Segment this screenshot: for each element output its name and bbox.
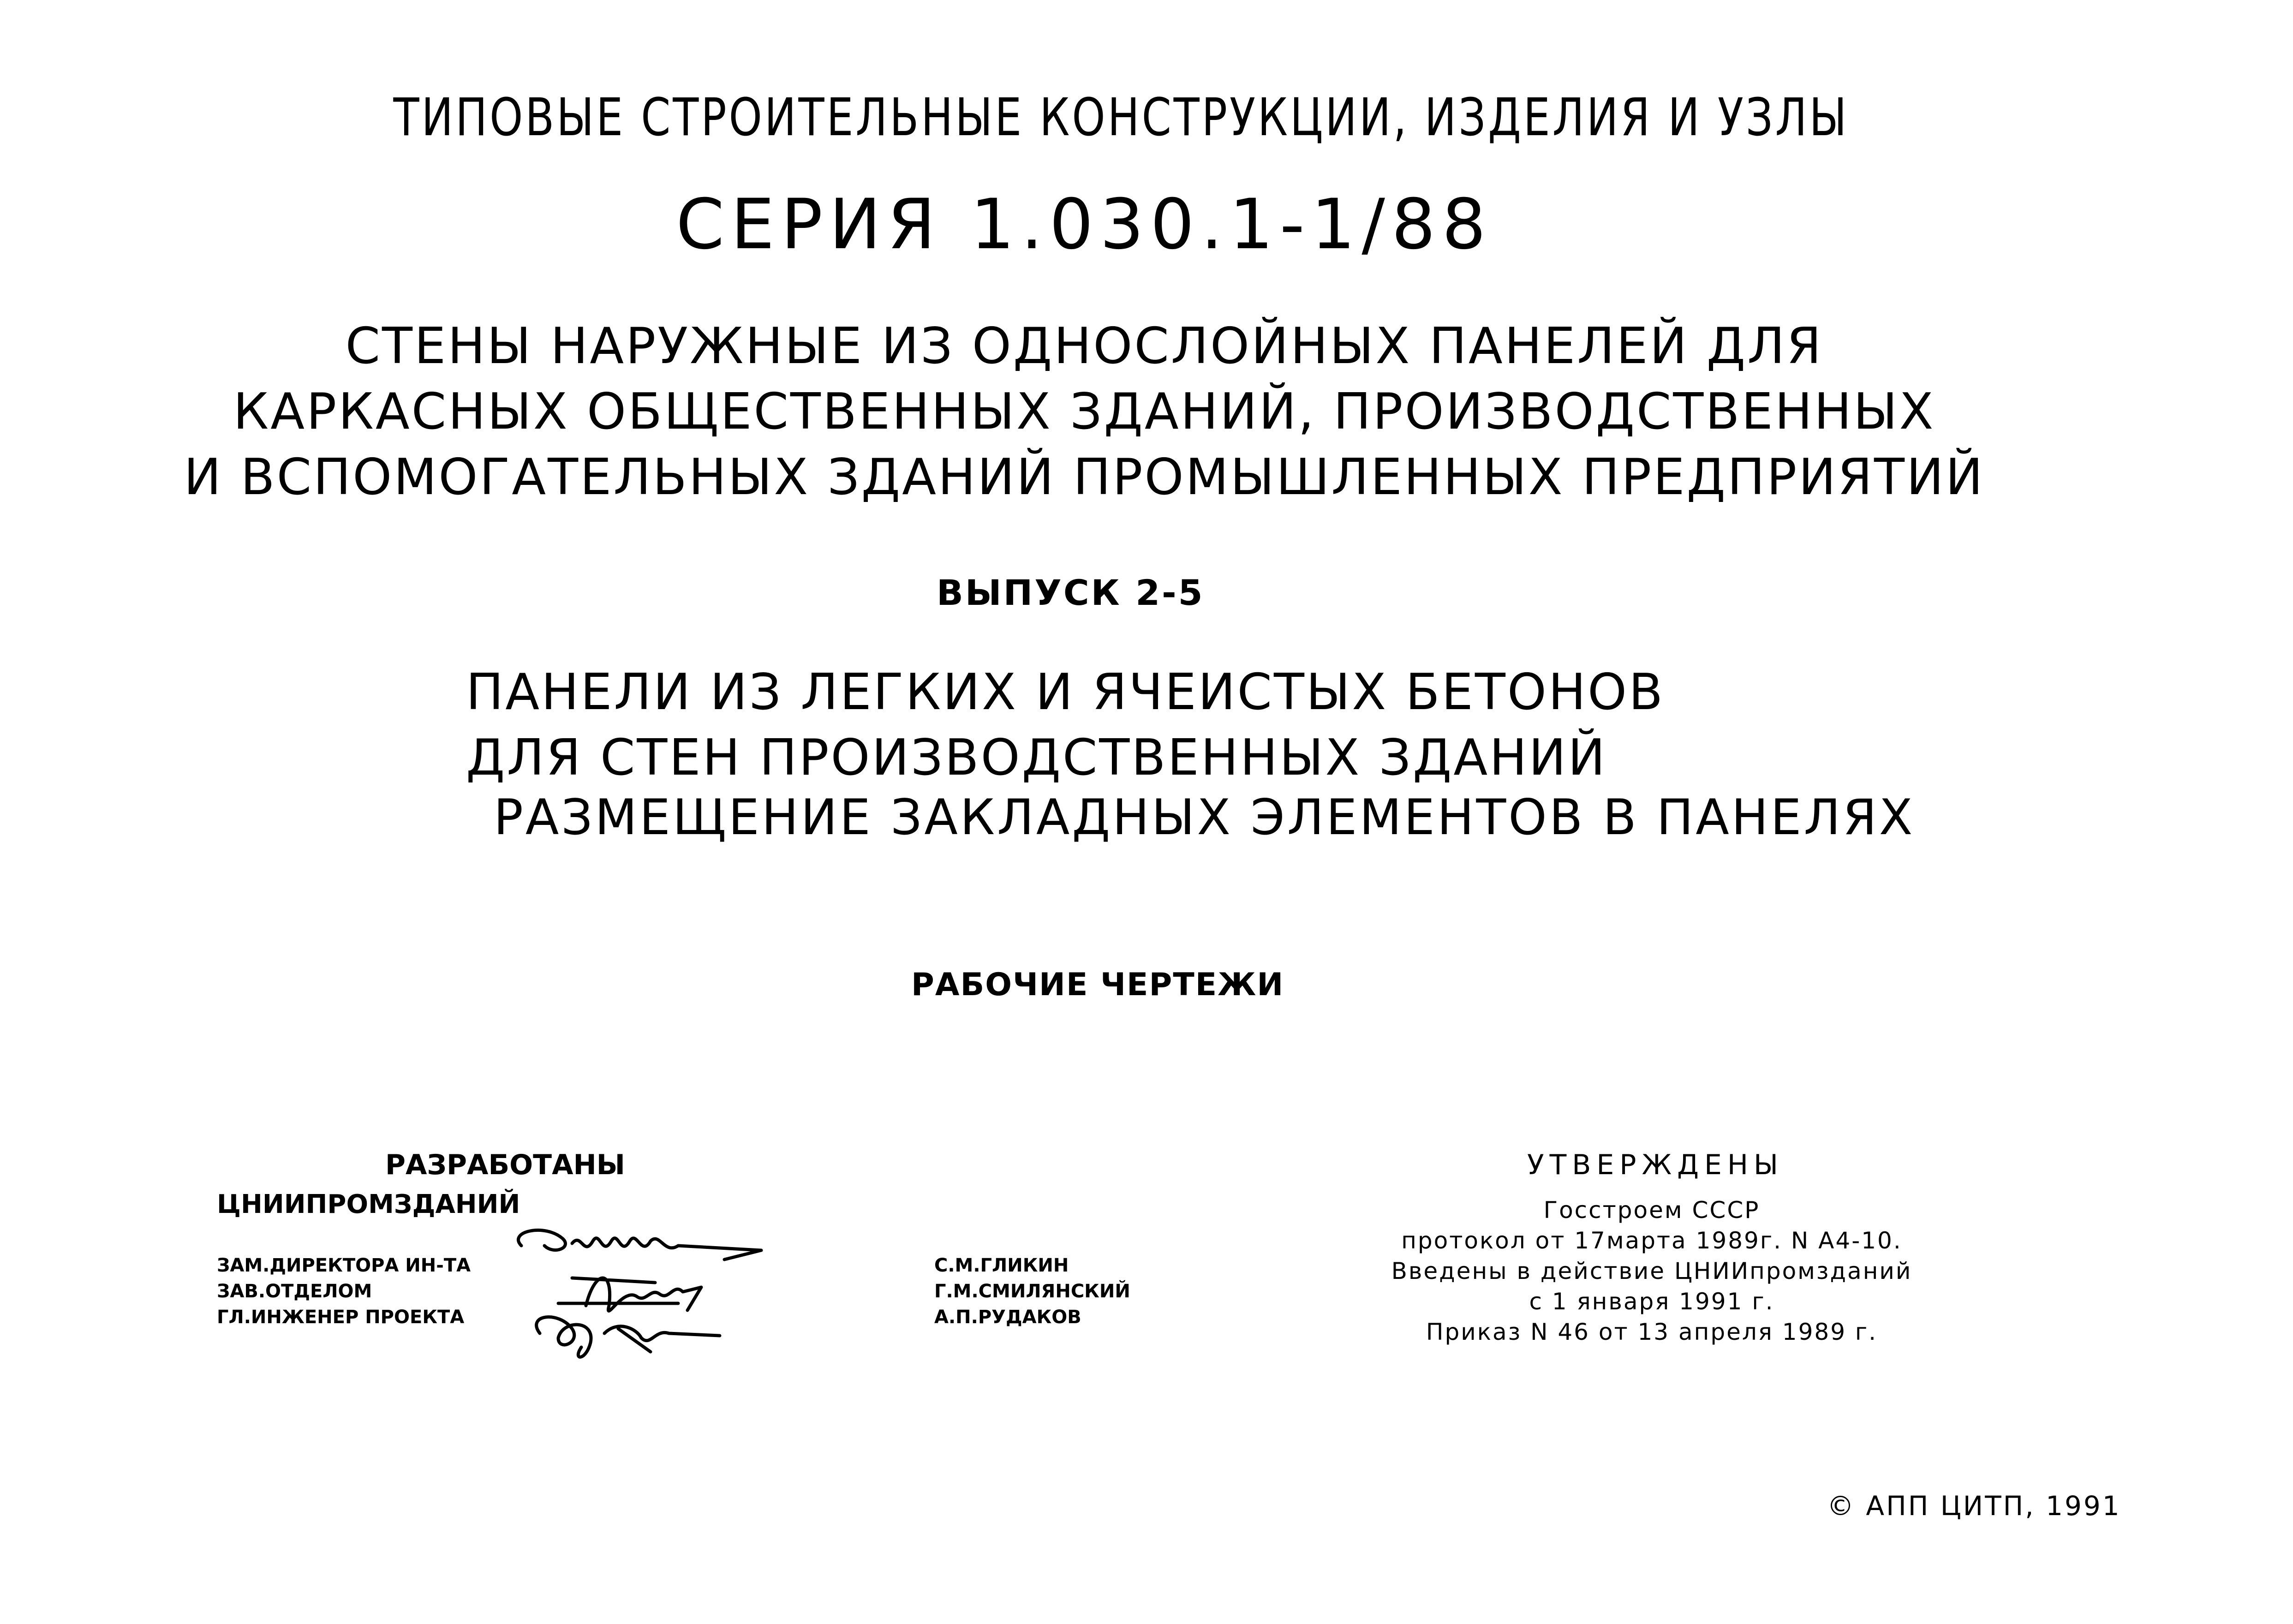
series-number: СЕРИЯ 1.030.1-1/88 [676,185,1493,265]
developer-organization: ЦНИИПРОМЗДАНИЙ [217,1189,520,1219]
developer-names [934,1253,1130,1330]
approval-date: с 1 января 1991 г. [1529,1288,1774,1315]
name-rudakov: А.П.РУДАКОВ [934,1307,1081,1328]
name-glikin: С.М.ГЛИКИН [934,1255,1069,1276]
role-department-head: ЗАВ.ОТДЕЛОМ [217,1281,372,1302]
signature-3 [537,1317,720,1357]
copyright-notice: © АПП ЦИТП, 1991 [1827,1490,2121,1522]
role-chief-engineer: ГЛ.ИНЖЕНЕР ПРОЕКТА [217,1307,465,1328]
developed-heading: РАЗРАБОТАНЫ [385,1149,625,1181]
document-header: ТИПОВЫЕ СТРОИТЕЛЬНЫЕ КОНСТРУКЦИИ, ИЗДЕЛИЯ И УЗЛЫ [393,88,1849,148]
approval-enacted: Введены в действие ЦНИИпромзданий [1391,1258,1912,1284]
name-smilyansky: Г.М.СМИЛЯНСКИЙ [934,1281,1130,1302]
panels-title-line-1: ПАНЕЛИ ИЗ ЛЕГКИХ И ЯЧЕИСТЫХ БЕТОНОВ [466,663,1665,721]
wall-title-line-2: КАРКАСНЫХ ОБЩЕСТВЕННЫХ ЗДАНИЙ, ПРОИЗВОДСТВЕННЫХ [233,383,1935,441]
approved-heading: УТВЕРЖДЕНЫ [1527,1149,1784,1181]
placement-title: РАЗМЕЩЕНИЕ ЗАКЛАДНЫХ ЭЛЕМЕНТОВ В ПАНЕЛЯХ [494,789,1915,846]
wall-title-line-1: СТЕНЫ НАРУЖНЫЕ ИЗ ОДНОСЛОЙНЫХ ПАНЕЛЕЙ ДЛЯ [345,317,1823,375]
panels-title-line-2: ДЛЯ СТЕН ПРОИЗВОДСТВЕННЫХ ЗДАНИЙ [466,729,1607,787]
approval-order: Приказ N 46 от 13 апреля 1989 г. [1426,1319,1878,1345]
wall-title [0,314,2168,510]
drawing-type: РАБОЧИЕ ЧЕРТЕЖИ [911,967,1284,1003]
role-deputy-director: ЗАМ.ДИРЕКТОРА ИН-ТА [217,1255,471,1276]
signature-2 [558,1278,701,1311]
approval-protocol: протокол от 17марта 1989г. N А4-10. [1401,1227,1902,1254]
developer-roles [217,1253,471,1330]
approval-authority: Госстроем СССР [1543,1197,1760,1224]
wall-title-line-3: И ВСПОМОГАТЕЛЬНЫХ ЗДАНИЙ ПРОМЫШЛЕННЫХ ПРЕДПРИЯТИЙ [184,448,1985,506]
approval-details [1366,1195,1938,1347]
handwritten-signatures [503,1213,807,1366]
panels-title [466,660,1665,791]
signature-1 [518,1230,761,1260]
issue-number: ВЫПУСК 2-5 [937,572,1205,613]
